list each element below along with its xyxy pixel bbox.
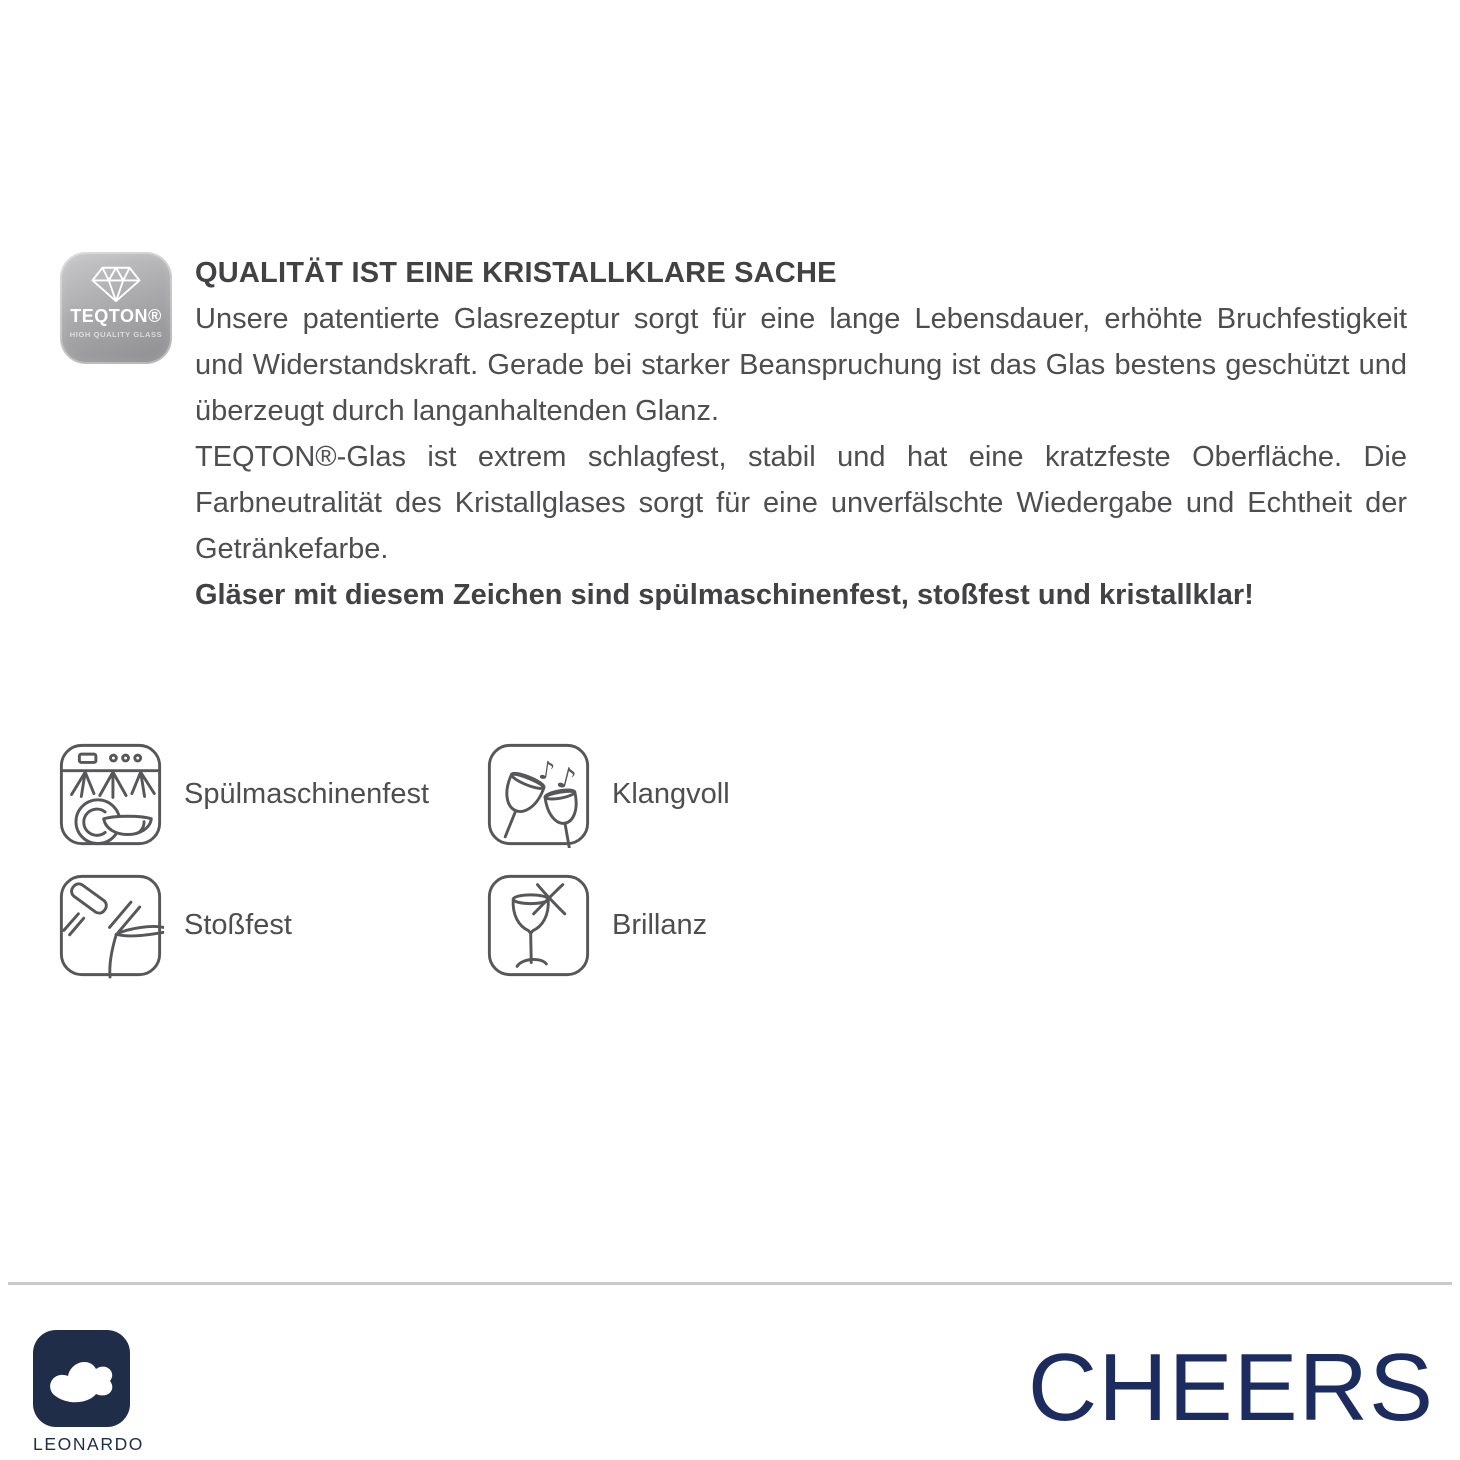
quality-highlight: Gläser mit diesem Zeichen sind spülmaschinenfest, stoßfest und kristallklar! (195, 579, 1254, 611)
quality-paragraph-2: TEQTON®-Glas ist extrem schlagfest, stabil und hat eine kratzfeste Oberfläche. Die Farbneutralität des Kristallglases sorgt für eine unverfälschte Wiedergabe und Echtheit der Getränkefarbe. (195, 441, 1407, 565)
clinking-glasses-icon (485, 741, 592, 848)
hammer-glass-icon (57, 872, 164, 979)
feature-label-sonorous: Klangvoll (612, 778, 730, 810)
feature-label-dishwasher-safe: Spülmaschinenfest (184, 778, 430, 810)
feature-label-brilliance: Brillanz (612, 909, 708, 941)
brand-wordmark: LEONARDO (33, 1434, 145, 1454)
quality-text-block (195, 250, 1407, 618)
svg-text:♪: ♪ (553, 759, 580, 798)
feature-brilliance (485, 872, 913, 979)
svg-text:♪: ♪ (536, 755, 557, 787)
feature-label-shock-resistant: Stoßfest (184, 909, 292, 941)
series-title: CHEERS (1027, 1334, 1434, 1441)
features-grid (57, 741, 913, 979)
feature-dishwasher-safe (57, 741, 485, 848)
teqton-badge-subtitle: HIGH QUALITY GLASS (69, 330, 163, 339)
dishwasher-icon (57, 741, 164, 848)
sparkling-glass-icon (485, 872, 592, 979)
feature-shock-resistant (57, 872, 485, 979)
feature-sonorous (485, 741, 913, 848)
teqton-badge-title: TEQTON® (70, 306, 162, 326)
leonardo-cloud-icon (33, 1330, 130, 1427)
quality-heading: QUALITÄT IST EINE KRISTALLKLARE SACHE (195, 257, 837, 289)
leonardo-logo (33, 1330, 145, 1455)
divider-line (8, 1282, 1452, 1285)
teqton-badge (60, 252, 172, 364)
diamond-icon (88, 263, 144, 305)
quality-paragraph-1: Unsere patentierte Glasrezeptur sorgt für eine lange Lebensdauer, erhöhte Bruchfestigkeit und Widerstandskraft. Gerade bei starker Beanspruchung ist das Glas bestens geschützt und überzeugt durch langanhaltenden Glanz. (195, 303, 1407, 427)
